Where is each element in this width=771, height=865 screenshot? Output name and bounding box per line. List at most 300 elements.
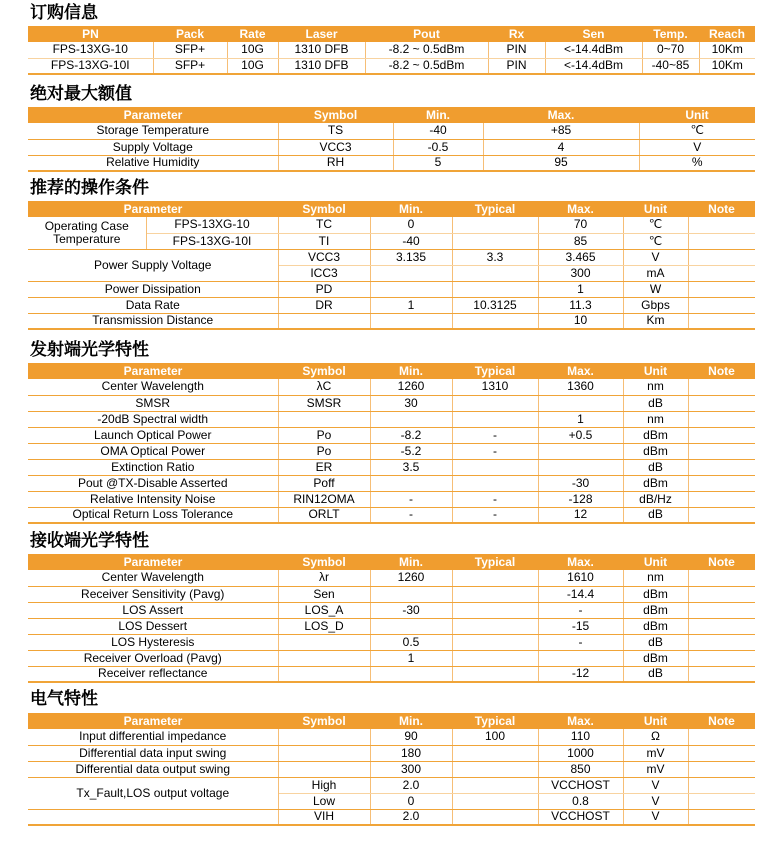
table-cell — [452, 618, 538, 634]
table-row — [28, 395, 755, 411]
table-cell: VCC3 — [278, 249, 370, 265]
table-cell — [370, 281, 452, 297]
column-header: Unit — [623, 363, 688, 379]
table-cell: TC — [278, 217, 370, 233]
table-cell: - — [538, 602, 623, 618]
table-cell: -0.5 — [393, 139, 483, 155]
column-header: Note — [688, 554, 755, 570]
column-header: Note — [688, 201, 755, 217]
table-cell: 10Km — [699, 42, 755, 58]
table-row — [28, 427, 755, 443]
table-cell: Ω — [623, 729, 688, 745]
datasheet-page — [0, 3, 771, 865]
table-cell: - — [452, 443, 538, 459]
section-title: 绝对最大额值 — [30, 84, 132, 104]
table-cell: Poff — [278, 475, 370, 491]
table-cell: 90 — [370, 729, 452, 745]
table-cell — [538, 395, 623, 411]
table-cell: Km — [623, 313, 688, 329]
table-cell — [452, 475, 538, 491]
column-header: Max. — [538, 363, 623, 379]
section-receiver-optical-characteristics — [28, 531, 771, 683]
table-cell: mA — [623, 265, 688, 281]
table-row — [28, 459, 755, 475]
table-cell: Data Rate — [28, 297, 278, 313]
table-cell: PIN — [488, 58, 545, 74]
table-cell: dBm — [623, 427, 688, 443]
table-cell — [278, 634, 370, 650]
table-cell: nm — [623, 570, 688, 586]
table-cell: VCC3 — [278, 139, 393, 155]
table-cell: -14.4 — [538, 586, 623, 602]
table-cell — [370, 313, 452, 329]
table-cell: -8.2 ~ 0.5dBm — [365, 42, 488, 58]
table-cell: 10Km — [699, 58, 755, 74]
datasheet-content — [0, 3, 771, 826]
table-cell: Optical Return Loss Tolerance — [28, 507, 278, 523]
table-row — [28, 42, 755, 58]
table-cell: 1310 DFB — [278, 42, 365, 58]
table-cell — [452, 650, 538, 666]
table-cell: -30 — [370, 602, 452, 618]
table-cell: dB — [623, 634, 688, 650]
spec-table — [28, 26, 755, 75]
table-cell: Extinction Ratio — [28, 459, 278, 475]
table-cell: 1 — [370, 297, 452, 313]
table-cell: Relative Humidity — [28, 155, 278, 171]
table-cell: Center Wavelength — [28, 570, 278, 586]
section-ordering-info — [28, 3, 771, 75]
column-header: Min. — [370, 554, 452, 570]
table-cell — [688, 745, 755, 761]
table-cell: 3.465 — [538, 249, 623, 265]
table-cell: Power Supply Voltage — [28, 249, 278, 281]
table-cell — [452, 411, 538, 427]
table-cell — [452, 217, 538, 233]
table-cell: ICC3 — [278, 265, 370, 281]
column-header: Max. — [483, 107, 639, 123]
table-cell — [370, 475, 452, 491]
table-row — [28, 217, 755, 233]
column-header: Min. — [370, 713, 452, 729]
table-cell — [688, 443, 755, 459]
table-cell: - — [538, 634, 623, 650]
table-cell — [688, 313, 755, 329]
table-cell: 12 — [538, 507, 623, 523]
table-row — [28, 729, 755, 745]
table-cell: FPS-13XG-10I — [146, 233, 278, 249]
table-cell: 1360 — [538, 379, 623, 395]
table-cell: - — [370, 491, 452, 507]
table-cell — [370, 586, 452, 602]
table-cell: 10.3125 — [452, 297, 538, 313]
table-cell: Relative Intensity Noise — [28, 491, 278, 507]
table-cell: dB/Hz — [623, 491, 688, 507]
table-cell — [688, 586, 755, 602]
table-cell: 95 — [483, 155, 639, 171]
table-cell: VIH — [278, 809, 370, 825]
table-cell: LOS Hysteresis — [28, 634, 278, 650]
table-row — [28, 139, 755, 155]
column-header: Typical — [452, 554, 538, 570]
table-cell — [452, 666, 538, 682]
table-cell: - — [452, 427, 538, 443]
table-row — [28, 443, 755, 459]
table-cell: 1310 DFB — [278, 58, 365, 74]
table-cell — [688, 265, 755, 281]
table-cell — [452, 586, 538, 602]
table-cell — [278, 666, 370, 682]
column-header: Parameter — [28, 713, 278, 729]
table-cell: Differential data output swing — [28, 761, 278, 777]
table-cell: Sen — [278, 586, 370, 602]
table-cell: 1610 — [538, 570, 623, 586]
table-cell: Low — [278, 793, 370, 809]
table-cell: - — [452, 507, 538, 523]
table-row — [28, 249, 755, 265]
table-cell — [688, 793, 755, 809]
column-header: Rx — [488, 26, 545, 42]
table-cell — [688, 777, 755, 793]
table-cell: LOS_D — [278, 618, 370, 634]
table-cell: -15 — [538, 618, 623, 634]
column-header: Typical — [452, 713, 538, 729]
table-cell: RIN12OMA — [278, 491, 370, 507]
table-cell — [28, 809, 278, 825]
table-row — [28, 618, 755, 634]
table-cell: 2.0 — [370, 777, 452, 793]
table-cell: 10 — [538, 313, 623, 329]
table-cell: ℃ — [623, 217, 688, 233]
table-cell — [688, 618, 755, 634]
table-row — [28, 761, 755, 777]
table-cell: ℃ — [639, 123, 755, 139]
table-cell: ℃ — [623, 233, 688, 249]
table-cell — [452, 265, 538, 281]
receiver-optical-characteristics-table — [28, 554, 771, 683]
column-header: Unit — [623, 201, 688, 217]
table-cell — [688, 761, 755, 777]
section-title: 订购信息 — [30, 3, 98, 23]
table-cell: PIN — [488, 42, 545, 58]
table-cell: -128 — [538, 491, 623, 507]
table-row — [28, 411, 755, 427]
table-cell: dBm — [623, 602, 688, 618]
table-row — [28, 777, 755, 793]
table-cell — [688, 475, 755, 491]
table-cell: V — [623, 793, 688, 809]
table-cell — [688, 650, 755, 666]
table-cell: λr — [278, 570, 370, 586]
column-header: Min. — [370, 201, 452, 217]
table-cell: Supply Voltage — [28, 139, 278, 155]
table-cell: 1 — [370, 650, 452, 666]
table-cell — [688, 395, 755, 411]
section-recommended-operating-conditions — [28, 178, 771, 330]
table-cell: 3.135 — [370, 249, 452, 265]
spec-table — [28, 363, 755, 524]
table-cell: Transmission Distance — [28, 313, 278, 329]
table-cell — [452, 281, 538, 297]
table-cell — [452, 745, 538, 761]
table-row — [28, 491, 755, 507]
transmitter-optical-characteristics-table — [28, 363, 771, 524]
table-cell: SMSR — [278, 395, 370, 411]
table-cell: dBm — [623, 650, 688, 666]
table-cell: LOS Assert — [28, 602, 278, 618]
table-cell: -20dB Spectral width — [28, 411, 278, 427]
table-cell: 1 — [538, 411, 623, 427]
table-cell: VCCHOST — [538, 809, 623, 825]
table-cell: SFP+ — [153, 58, 227, 74]
column-header: Max. — [538, 713, 623, 729]
table-cell — [370, 666, 452, 682]
table-row — [28, 570, 755, 586]
table-row — [28, 745, 755, 761]
table-cell: TI — [278, 233, 370, 249]
table-row — [28, 123, 755, 139]
table-cell: FPS-13XG-10I — [28, 58, 153, 74]
table-cell — [452, 793, 538, 809]
column-header: Typical — [452, 201, 538, 217]
table-cell — [688, 281, 755, 297]
table-cell: -30 — [538, 475, 623, 491]
table-cell — [278, 650, 370, 666]
table-cell: 4 — [483, 139, 639, 155]
table-cell: dBm — [623, 586, 688, 602]
column-header: PN — [28, 26, 153, 42]
table-cell: mV — [623, 745, 688, 761]
table-cell: ER — [278, 459, 370, 475]
table-cell: SMSR — [28, 395, 278, 411]
table-cell: -8.2 ~ 0.5dBm — [365, 58, 488, 74]
column-header: Max. — [538, 554, 623, 570]
table-cell — [688, 666, 755, 682]
table-cell: 3.5 — [370, 459, 452, 475]
table-cell — [688, 217, 755, 233]
column-header: Note — [688, 363, 755, 379]
table-cell: dB — [623, 507, 688, 523]
column-header: Parameter — [28, 554, 278, 570]
table-row — [28, 602, 755, 618]
table-cell: Po — [278, 443, 370, 459]
table-cell: -40 — [370, 233, 452, 249]
table-row — [28, 297, 755, 313]
table-cell: LOS Dessert — [28, 618, 278, 634]
spec-table — [28, 713, 755, 826]
column-header: Parameter — [28, 107, 278, 123]
table-cell: 1260 — [370, 570, 452, 586]
spec-table — [28, 107, 755, 172]
table-cell — [278, 411, 370, 427]
column-header: Temp. — [642, 26, 699, 42]
column-header: Symbol — [278, 201, 370, 217]
table-cell — [278, 313, 370, 329]
table-cell: 110 — [538, 729, 623, 745]
table-cell: FPS-13XG-10 — [28, 42, 153, 58]
table-cell: Receiver reflectance — [28, 666, 278, 682]
table-cell: TS — [278, 123, 393, 139]
table-cell — [538, 459, 623, 475]
table-cell: dBm — [623, 475, 688, 491]
table-cell: <-14.4dBm — [545, 42, 642, 58]
column-header: Reach — [699, 26, 755, 42]
table-cell: 1000 — [538, 745, 623, 761]
table-row — [28, 313, 755, 329]
table-cell: SFP+ — [153, 42, 227, 58]
table-cell: 1260 — [370, 379, 452, 395]
table-cell: -12 — [538, 666, 623, 682]
table-cell: Tx_Fault,LOS output voltage — [28, 777, 278, 809]
table-cell: 10G — [227, 58, 278, 74]
table-cell: VCCHOST — [538, 777, 623, 793]
table-cell — [688, 297, 755, 313]
table-cell: 30 — [370, 395, 452, 411]
table-cell: V — [623, 249, 688, 265]
table-cell: LOS_A — [278, 602, 370, 618]
table-row — [28, 507, 755, 523]
table-cell: V — [623, 777, 688, 793]
table-cell — [452, 777, 538, 793]
table-cell: mV — [623, 761, 688, 777]
table-cell: Receiver Sensitivity (Pavg) — [28, 586, 278, 602]
table-cell: -40~85 — [642, 58, 699, 74]
table-cell: <-14.4dBm — [545, 58, 642, 74]
table-cell: 5 — [393, 155, 483, 171]
table-cell — [688, 233, 755, 249]
table-row — [28, 809, 755, 825]
table-cell: -8.2 — [370, 427, 452, 443]
column-header: Max. — [538, 201, 623, 217]
column-header: Symbol — [278, 713, 370, 729]
ordering-info-table — [28, 26, 771, 75]
table-cell: λC — [278, 379, 370, 395]
table-cell — [370, 411, 452, 427]
table-cell: 1310 — [452, 379, 538, 395]
section-electrical-characteristics — [28, 689, 771, 826]
table-cell: +0.5 — [538, 427, 623, 443]
table-cell: 3.3 — [452, 249, 538, 265]
table-cell — [452, 459, 538, 475]
table-cell — [370, 265, 452, 281]
section-title: 发射端光学特性 — [30, 340, 149, 360]
column-header: Unit — [623, 713, 688, 729]
table-cell: W — [623, 281, 688, 297]
table-cell: nm — [623, 411, 688, 427]
table-cell: Po — [278, 427, 370, 443]
table-cell — [452, 809, 538, 825]
table-cell: PD — [278, 281, 370, 297]
table-cell — [688, 249, 755, 265]
table-row — [28, 155, 755, 171]
column-header: Symbol — [278, 107, 393, 123]
column-header: Rate — [227, 26, 278, 42]
spec-table — [28, 554, 755, 683]
table-cell: 10G — [227, 42, 278, 58]
column-header: Pack — [153, 26, 227, 42]
column-header: Pout — [365, 26, 488, 42]
table-cell — [688, 459, 755, 475]
table-cell — [688, 809, 755, 825]
column-header: Typical — [452, 363, 538, 379]
table-cell: 11.3 — [538, 297, 623, 313]
table-cell: 1 — [538, 281, 623, 297]
table-row — [28, 634, 755, 650]
table-cell: +85 — [483, 123, 639, 139]
table-cell: 0~70 — [642, 42, 699, 58]
column-header: Unit — [623, 554, 688, 570]
table-cell: 180 — [370, 745, 452, 761]
table-cell: dB — [623, 666, 688, 682]
section-transmitter-optical-characteristics — [28, 340, 771, 524]
table-cell: ORLT — [278, 507, 370, 523]
table-row — [28, 58, 755, 74]
table-cell: V — [623, 809, 688, 825]
table-row — [28, 475, 755, 491]
table-cell: - — [370, 507, 452, 523]
table-cell: FPS-13XG-10 — [146, 217, 278, 233]
table-cell — [688, 729, 755, 745]
table-cell: 85 — [538, 233, 623, 249]
section-title: 电气特性 — [30, 689, 98, 709]
column-header: Symbol — [278, 554, 370, 570]
table-row — [28, 650, 755, 666]
table-cell: % — [639, 155, 755, 171]
table-cell: 0 — [370, 793, 452, 809]
table-cell: DR — [278, 297, 370, 313]
table-cell — [688, 379, 755, 395]
table-cell: dB — [623, 395, 688, 411]
column-header: Parameter — [28, 363, 278, 379]
table-cell — [452, 570, 538, 586]
table-cell: Operating Case Temperature — [28, 217, 146, 249]
table-cell — [278, 745, 370, 761]
table-cell: Center Wavelength — [28, 379, 278, 395]
table-cell: dBm — [623, 443, 688, 459]
table-cell: 300 — [538, 265, 623, 281]
table-cell: - — [452, 491, 538, 507]
table-cell: Launch Optical Power — [28, 427, 278, 443]
table-cell — [688, 570, 755, 586]
table-row — [28, 379, 755, 395]
table-cell: High — [278, 777, 370, 793]
table-cell — [688, 491, 755, 507]
column-header: Min. — [370, 363, 452, 379]
column-header: Symbol — [278, 363, 370, 379]
table-cell: 300 — [370, 761, 452, 777]
absolute-maximum-ratings-table — [28, 107, 771, 172]
table-cell: OMA Optical Power — [28, 443, 278, 459]
table-cell: Gbps — [623, 297, 688, 313]
table-cell: Power Dissipation — [28, 281, 278, 297]
table-cell — [452, 313, 538, 329]
table-cell: Pout @TX-Disable Asserted — [28, 475, 278, 491]
recommended-operating-conditions-table — [28, 201, 771, 330]
table-cell: Receiver Overload (Pavg) — [28, 650, 278, 666]
column-header: Note — [688, 713, 755, 729]
table-cell — [688, 602, 755, 618]
table-cell: Storage Temperature — [28, 123, 278, 139]
table-cell: -5.2 — [370, 443, 452, 459]
table-cell — [538, 650, 623, 666]
table-cell — [538, 443, 623, 459]
table-cell: V — [639, 139, 755, 155]
table-cell — [452, 602, 538, 618]
table-cell: 100 — [452, 729, 538, 745]
table-cell — [688, 507, 755, 523]
table-cell: 0.5 — [370, 634, 452, 650]
table-cell: dB — [623, 459, 688, 475]
